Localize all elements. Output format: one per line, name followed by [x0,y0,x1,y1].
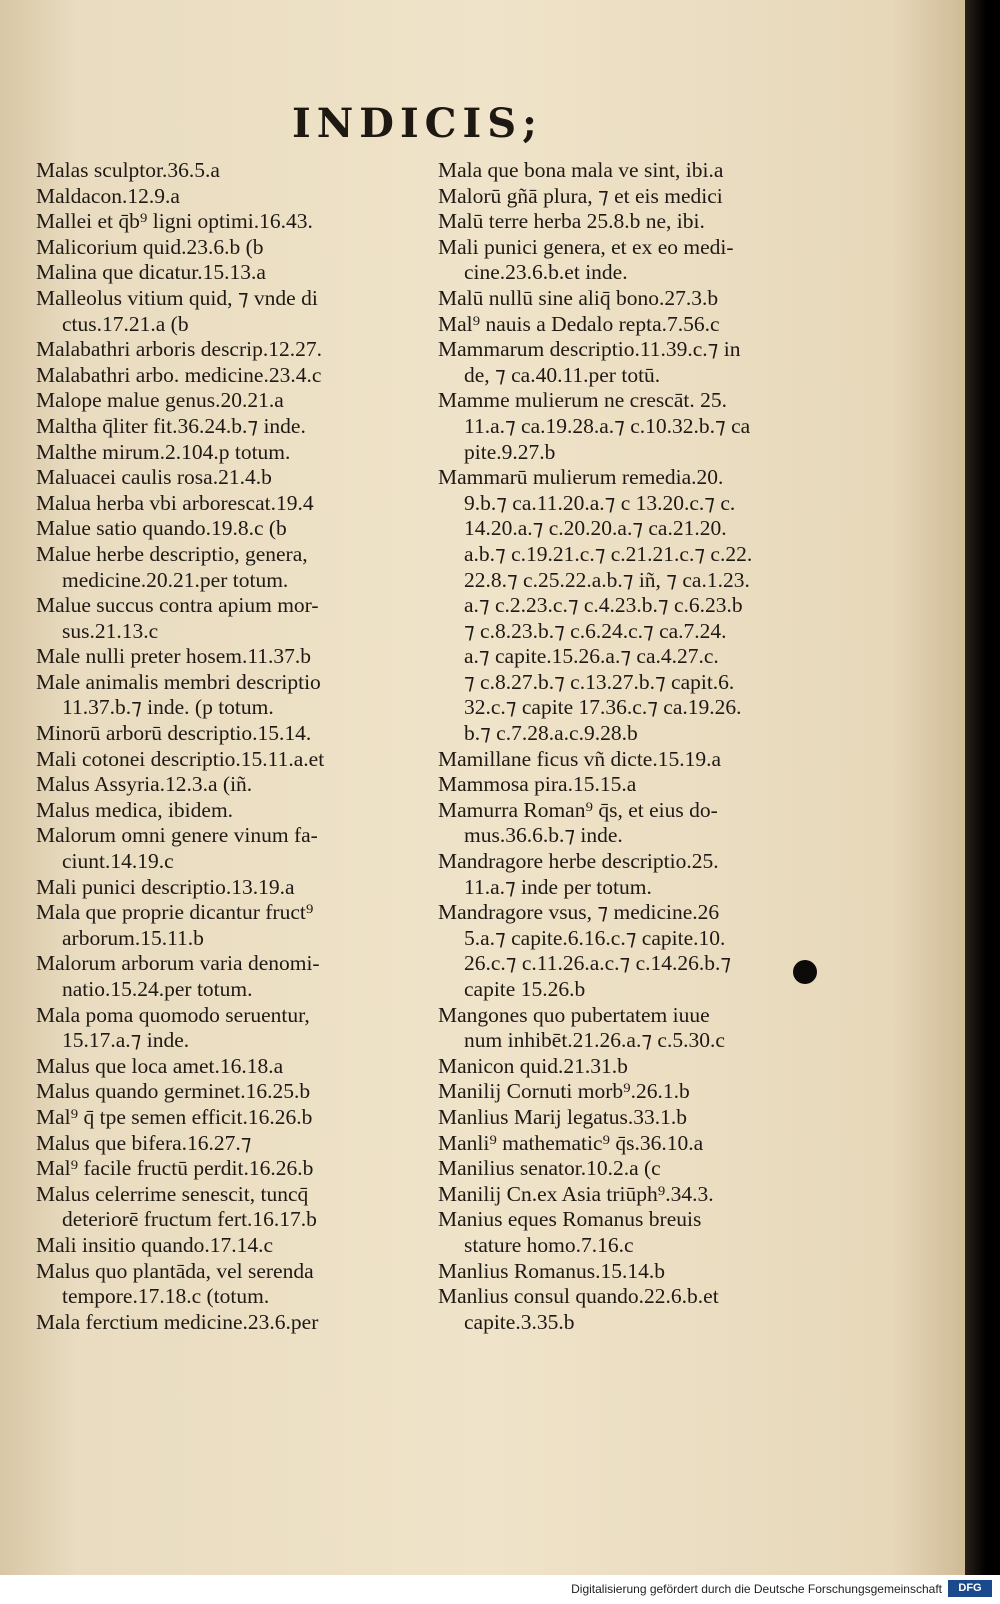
index-column-left [36,158,416,1335]
index-entry-line: Mamme mulierum ne crescāt. 25. [438,388,727,413]
index-entry-line: tempore.17.18.c (totum. [62,1284,270,1309]
index-entry-line: Mal⁹ facile fructū perdit.16.26.b [36,1156,314,1181]
index-entry-line: b.⁊ c.7.28.a.c.9.28.b [464,721,638,746]
index-entry-line: Malua herba vbi arborescat.19.4 [36,490,314,515]
index-entry-line: Mandragore herbe descriptio.25. [438,849,719,874]
index-entry-line: Mammosa pira.15.15.a [438,772,637,797]
dfg-logo: DFG [948,1580,992,1597]
index-entry-line: a.⁊ capite.15.26.a.⁊ ca.4.27.c. [464,644,719,669]
index-column-right [438,158,830,1335]
index-entry-line: 11.a.⁊ inde per totum. [464,874,652,899]
index-entry-line: natio.15.24.per totum. [62,977,253,1001]
index-entry-line: 32.c.⁊ capite 17.36.c.⁊ ca.19.26. [464,695,742,720]
footer-credit: Digitalisierung gefördert durch die Deutsche Forschungsgemeinschaft [571,1582,942,1596]
index-entry-line: Mali punici descriptio.13.19.a [36,874,295,899]
index-entry-line: Manli⁹ mathematic⁹ q̄s.36.10.a [438,1130,704,1155]
index-entry-line: a.b.⁊ c.19.21.c.⁊ c.21.21.c.⁊ c.22. [464,541,753,566]
index-entry-line: medicine.20.21.per totum. [62,567,289,592]
index-entry-line: Mammarum descriptio.11.39.c.⁊ in [438,337,741,362]
index-entry-line: Mala que proprie dicantur fruct⁹ [36,900,314,925]
index-entry-line: Manilius senator.10.2.a (c [438,1156,661,1181]
index-entry-line: Malina que dicatur.15.13.a [36,260,266,285]
index-entry-line: 5.a.⁊ capite.6.16.c.⁊ capite.10. [464,925,726,950]
index-entry-line: Malus que loca amet.16.18.a [36,1053,284,1078]
index-entry-line: ⁊ c.8.27.b.⁊ c.13.27.b.⁊ capit.6. [464,669,735,694]
index-entry-line: Mala ferctium medicine.23.6.per [36,1309,319,1334]
page-edge-shadow [965,0,1000,1575]
index-entry-line: Manlius consul quando.22.6.b.et [438,1284,719,1309]
index-entry-line: Malus quando germinet.16.25.b [36,1079,311,1104]
index-entry-line: pite.9.27.b [464,439,556,464]
index-entry-line: Malabathri arbo. medicine.23.4.c [36,362,322,387]
index-entry-line: Maluacei caulis rosa.21.4.b [36,465,272,490]
index-entry-line: Malus Assyria.12.3.a (iñ. [36,772,253,797]
index-entry-line: Malorum arborum varia denomi- [36,951,320,976]
index-entry-line: Mala poma quomodo seruentur, [36,1002,310,1027]
index-entry-line: 11.a.⁊ ca.19.28.a.⁊ c.10.32.b.⁊ ca [464,413,751,438]
index-entry-line: Malas sculptor.36.5.a [36,158,220,182]
index-entry-line: a.⁊ c.2.23.c.⁊ c.4.23.b.⁊ c.6.23.b [464,593,743,618]
index-entry-line: Malue succus contra apium mor- [36,593,319,618]
index-entry-line: Malū terre herba 25.8.b ne, ibi. [438,209,705,234]
index-entry-line: stature homo.7.16.c [464,1232,634,1257]
index-entry-line: 22.8.⁊ c.25.22.a.b.⁊ iñ, ⁊ ca.1.23. [464,567,750,592]
index-entry-line: Malorum omni genere vinum fa- [36,823,318,848]
index-entry-line: Manius eques Romanus breuis [438,1207,702,1232]
index-entry-line: Mangones quo pubertatem iuue [438,1002,710,1027]
index-entry-line: 9.b.⁊ ca.11.20.a.⁊ c 13.20.c.⁊ c. [464,490,736,515]
index-entry-line: Male animalis membri descriptio [36,669,321,694]
page-header: INDICIS; [292,100,543,147]
index-entry-line: ⁊ c.8.23.b.⁊ c.6.24.c.⁊ ca.7.24. [464,618,727,643]
index-entry-line: ciunt.14.19.c [62,849,174,874]
index-entry-line: Mallei et q̄b⁹ ligni optimi.16.43. [36,209,313,234]
index-entry-line: Malus medica, ibidem. [36,797,234,822]
index-entry-line: Manlius Romanus.15.14.b [438,1258,665,1283]
index-entry-line: sus.21.13.c [62,618,159,643]
index-entry-line: Malue herbe descriptio, genera, [36,541,308,566]
index-entry-line: Malorū gñā plura, ⁊ et eis medici [438,183,723,208]
index-entry-line: Manilij Cornuti morb⁹.26.1.b [438,1079,690,1104]
index-entry-line: Malabathri arboris descrip.12.27. [36,337,322,362]
index-entry-line: Mammarū mulierum remedia.20. [438,465,724,490]
index-entry-line: Malus que bifera.16.27.⁊ [36,1130,252,1155]
index-entry-line: Mali cotonei descriptio.15.11.a.et [36,746,325,771]
index-entry-line: 11.37.b.⁊ inde. (p totum. [62,695,274,720]
index-entry-line: Malus celerrime senescit, tuncq̄ [36,1181,309,1206]
index-entry-line: Malope malue genus.20.21.a [36,388,284,413]
index-entry-line: num inhibēt.21.26.a.⁊ c.5.30.c [464,1028,725,1053]
index-entry-line: Minorū arborū descriptio.15.14. [36,721,312,746]
index-entry-line: Manlius Marij legatus.33.1.b [438,1104,688,1129]
index-entry-line: Mal⁹ nauis a Dedalo repta.7.56.c [438,311,720,336]
index-entry-line: deteriorē fructum fert.16.17.b [62,1207,317,1232]
index-entry-line: Mamurra Roman⁹ q̄s, et eius do- [438,797,718,822]
index-entry-line: Mandragore vsus, ⁊ medicine.26 [438,900,720,925]
index-entry-line: Mala que bona mala ve sint, ibi.a [438,158,724,182]
index-entry-line: Mal⁹ q̄ tpe semen efficit.16.26.b [36,1104,313,1129]
index-entry-line: Male nulli preter hosem.11.37.b [36,644,312,669]
index-entry-line: Maldacon.12.9.a [36,183,180,208]
index-entry-line: capite 15.26.b [464,977,586,1001]
index-entry-line: Malicorium quid.23.6.b (b [36,234,264,259]
index-entry-line: Malleolus vitium quid, ⁊ vnde di [36,285,318,310]
index-entry-line: cine.23.6.b.et inde. [464,260,628,285]
ink-blot [793,960,817,984]
index-entry-line: 26.c.⁊ c.11.26.a.c.⁊ c.14.26.b.⁊ [464,951,732,976]
index-entry-line: Malus quo plantāda, vel serenda [36,1258,314,1283]
index-entry-line: Mali insitio quando.17.14.c [36,1232,274,1257]
index-entry-line: 14.20.a.⁊ c.20.20.a.⁊ ca.21.20. [464,516,727,541]
index-entry-line: Manilij Cn.ex Asia triūph⁹.34.3. [438,1181,714,1206]
index-entry-line: capite.3.35.b [464,1309,575,1334]
index-entry-line: Maltha q̄liter fit.36.24.b.⁊ inde. [36,413,306,438]
footer-bar [0,1575,1000,1604]
index-entry-line: 15.17.a.⁊ inde. [62,1028,190,1053]
index-entry-line: Mali punici genera, et ex eo medi- [438,234,734,259]
index-entry-line: Malū nullū sine aliq̄ bono.27.3.b [438,285,719,310]
index-entry-line: ctus.17.21.a (b [62,311,189,336]
index-entry-line: de, ⁊ ca.40.11.per totū. [464,362,661,387]
index-entry-line: Manicon quid.21.31.b [438,1053,628,1078]
index-entry-line: Malthe mirum.2.104.p totum. [36,439,291,464]
index-entry-line: arborum.15.11.b [62,925,204,950]
index-entry-line: Mamillane ficus vñ dicte.15.19.a [438,746,722,771]
index-entry-line: Malue satio quando.19.8.c (b [36,516,287,541]
index-entry-line: mus.36.6.b.⁊ inde. [464,823,623,848]
